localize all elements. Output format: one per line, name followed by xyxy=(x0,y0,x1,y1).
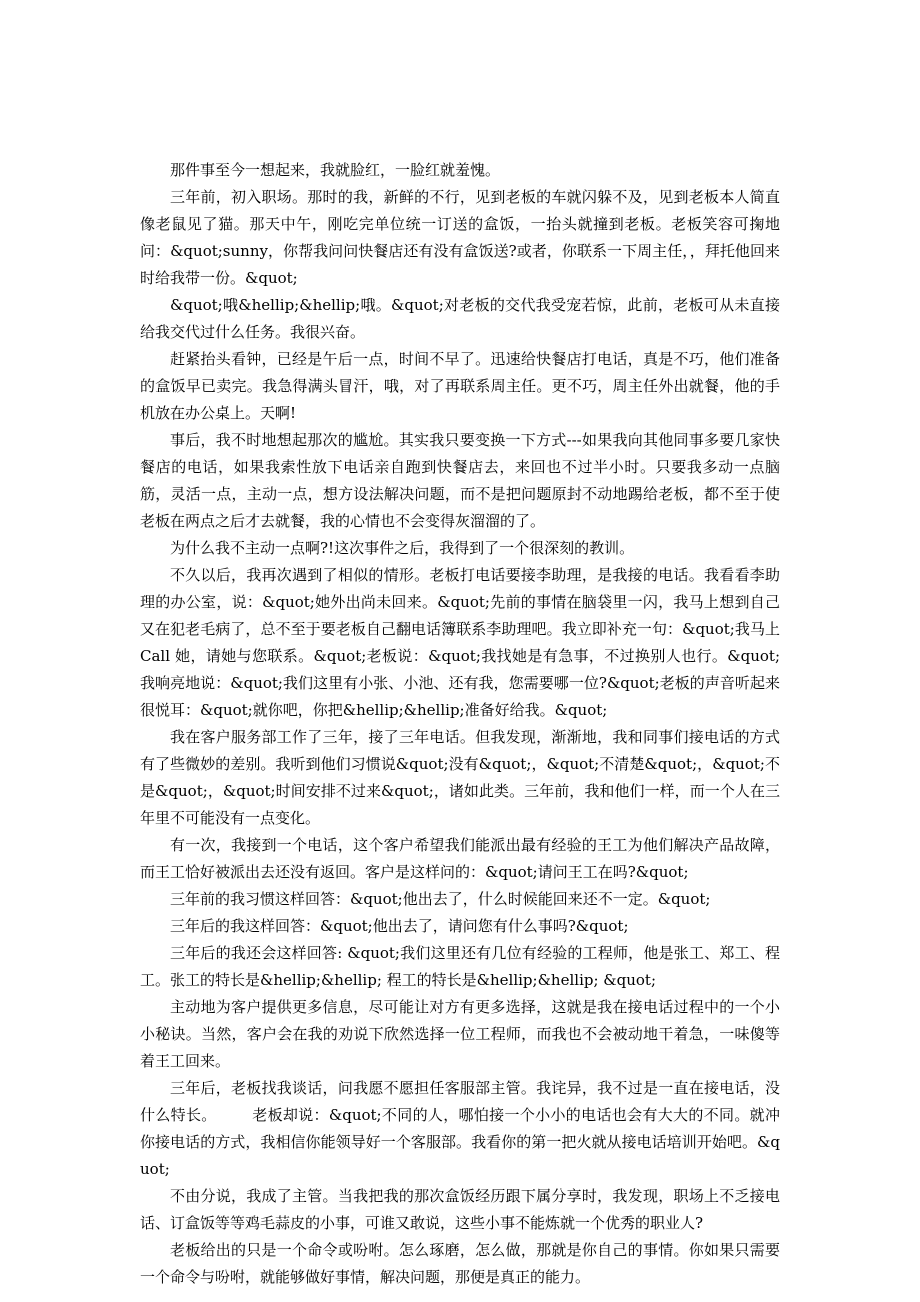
paragraph-9: 有一次，我接到一个电话，这个客户希望我们能派出最有经验的王工为他们解决产品故障，而王工恰好被派出去还没有返回。客户是这样问的：&quot;请问王工在吗?&quot; xyxy=(140,836,780,881)
paragraph-1: 那件事至今一想起来，我就脸红，一脸红就羞愧。 xyxy=(170,161,501,179)
paragraph-13: 主动地为客户提供更多信息，尽可能让对方有更多选择，这就是我在接电话过程中的一个小小秘诀。当然，客户会在我的劝说下欣然选择一位工程师，而我也不会被动地干着急，一味傻等着王工回来。 xyxy=(140,998,780,1070)
paragraph-7: 不久以后，我再次遇到了相似的情形。老板打电话要接李助理，是我接的电话。我看看李助理的办公室，说：&quot;她外出尚未回来。&quot;先前的事情在脑袋里一闪，我马上想到自己又在犯老毛病了，总不至于要老板自己翻电话簿联系李助理吧。我立即补充一句：&quot;我马上 Call 她，请她与您联系。&quot;老板说：&quot;我找她是有急事，不过换别人也行。&quot;我响亮地说：&quot;我们这里有小张、小池、还有我，您需要哪一位?&quot;老板的声音听起来很悦耳：&quot;就你吧，你把&hellip;&hellip;准备好给我。&quot; xyxy=(140,566,785,719)
paragraph-8: 我在客户服务部工作了三年，接了三年电话。但我发现，渐渐地，我和同事们接电话的方式有了些微妙的差别。我听到他们习惯说&quot;没有&quot;，&quot;不清楚&quot;，&quot;不是&quot;，&quot;时间安排不过来&quot;，诸如此类。三年前，我和他们一样，而一个人在三年里不可能没有一点变化。 xyxy=(140,728,780,827)
paragraph-4: 赶紧抬头看钟，已经是午后一点，时间不早了。迅速给快餐店打电话，真是不巧，他们准备的盒饭早已卖完。我急得满头冒汗，哦，对了再联系周主任。更不巧，周主任外出就餐，他的手机放在办公桌上。天啊! xyxy=(140,350,780,422)
paragraph-12: 三年后的我还会这样回答: &quot;我们这里还有几位有经验的工程师，他是张工、郑工、程工。张工的特长是&hellip;&hellip; 程工的特长是&hellip;&hellip; &quot; xyxy=(140,944,780,989)
paragraph-10: 三年前的我习惯这样回答：&quot;他出去了，什么时候能回来还不一定。&quot; xyxy=(170,890,711,908)
paragraph-6: 为什么我不主动一点啊?!这次事件之后，我得到了一个很深刻的教训。 xyxy=(170,539,635,557)
paragraph-15: 不由分说，我成了主管。当我把我的那次盒饭经历跟下属分享时，我发现，职场上不乏接电话、订盒饭等等鸡毛蒜皮的小事，可谁又敢说，这些小事不能炼就一个优秀的职业人? xyxy=(140,1187,780,1232)
paragraph-2: 三年前，初入职场。那时的我，新鲜的不行，见到老板的车就闪躲不及，见到老板本人简直像老鼠见了猫。那天中午，刚吃完单位统一订送的盒饭，一抬头就撞到老板。老板笑容可掬地问：&quot;sunny，你帮我问问快餐店还有没有盒饭送?或者，你联系一下周主任，，拜托他回来时给我带一份。&quot; xyxy=(140,188,780,287)
paragraph-16: 老板给出的只是一个命令或吩咐。怎么琢磨，怎么做，那就是你自己的事情。你如果只需要一个命令与吩咐，就能够做好事情，解决问题，那便是真正的能力。 xyxy=(140,1241,780,1286)
paragraph-3: &quot;哦&hellip;&hellip;哦。&quot;对老板的交代我受宠若惊，此前，老板可从未直接给我交代过什么任务。我很兴奋。 xyxy=(140,296,780,341)
document-body xyxy=(140,157,785,1291)
paragraph-5: 事后，我不时地想起那次的尴尬。其实我只要变换一下方式---如果我向其他同事多要几家快餐店的电话，如果我索性放下电话亲自跑到快餐店去，来回也不过半小时。只要我多动一点脑筋，灵活一点，主动一点，想方设法解决问题，而不是把问题原封不动地踢给老板，都不至于使老板在两点之后才去就餐，我的心情也不会变得灰溜溜的了。 xyxy=(140,431,780,530)
paragraph-14: 三年后，老板找我谈话，问我愿不愿担任客服部主管。我诧异，我不过是一直在接电话，没什么特长。 老板却说：&quot;不同的人，哪怕接一个小小的电话也会有大大的不同。就冲你接电话的方式，我相信你能领导好一个客服部。我看你的第一把火就从接电话培训开始吧。&quot; xyxy=(140,1079,780,1178)
paragraph-11: 三年后的我这样回答：&quot;他出去了，请问您有什么事吗?&quot; xyxy=(170,917,629,935)
